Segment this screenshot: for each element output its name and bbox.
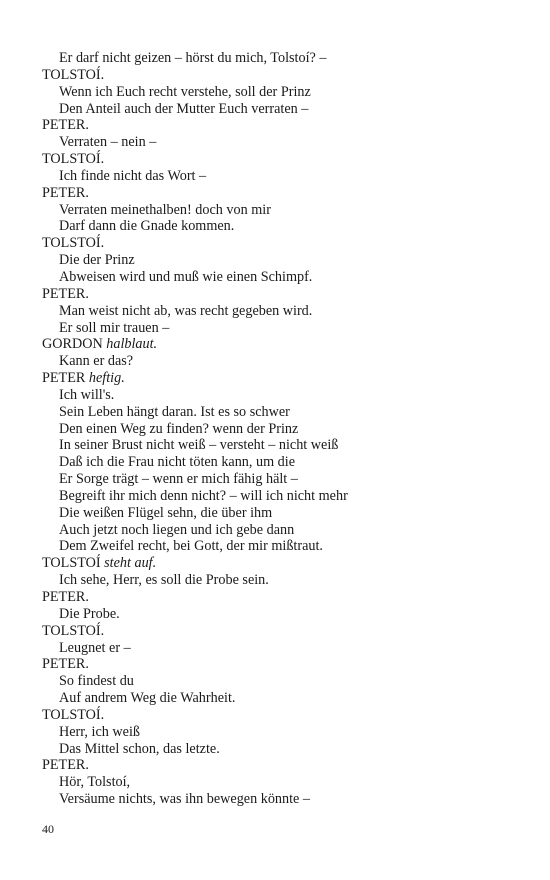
verse-line: Dem Zweifel recht, bei Gott, der mir mißtraut. [59,538,323,555]
verse-line: Verraten – nein – [59,134,157,151]
speaker-line [42,656,512,673]
speaker-name: TOLSTOÍ. [42,235,105,252]
verse-line: So findest du [59,673,134,690]
verse-line: Abweisen wird und muß wie einen Schimpf. [59,268,313,285]
stage-direction: steht auf. [104,555,157,572]
verse-line: Die Probe. [59,605,120,622]
speaker-line [42,67,512,84]
verse-line: Die weißen Flügel sehn, die über ihm [59,504,273,521]
verse-line: Auch jetzt noch liegen und ich gebe dann [59,521,295,538]
verse-line: Wenn ich Euch recht verstehe, soll der Prinz [59,83,311,100]
speaker-line [42,757,512,774]
verse-line: Sein Leben hängt daran. Ist es so schwer [59,403,290,420]
speaker-name: TOLSTOÍ [42,555,101,572]
verse-line: Den Anteil auch der Mutter Euch verraten – [59,100,309,117]
speaker-name: PETER. [42,184,89,201]
page-number: 40 [42,822,54,836]
speaker-line [42,151,512,168]
verse-line: Versäume nichts, was ihn bewegen könnte – [59,791,310,808]
speaker-name: PETER. [42,117,89,134]
speaker-name: PETER. [42,589,89,605]
stage-direction: heftig. [88,370,125,387]
speaker-name: PETER. [42,757,89,774]
speaker-name: PETER. [42,656,89,673]
verse-line: Er soll mir trauen – [59,319,170,336]
verse-line: Ich finde nicht das Wort – [59,167,207,184]
verse-line: Auf andrem Weg die Wahrheit. [59,690,236,707]
verse-line: Das Mittel schon, das letzte. [59,740,220,757]
verse-line: Verraten meinethalben! doch von mir [59,201,271,218]
verse-line: Er Sorge trägt – wenn er mich fähig hält – [59,471,298,488]
speaker-line [42,117,512,134]
speaker-line [42,623,512,640]
verse-line: Darf dann die Gnade kommen. [59,218,235,235]
speaker-line [42,185,512,202]
speaker-line [42,707,512,724]
stage-direction: halblaut. [106,336,158,353]
verse-line: Herr, ich weiß [59,723,140,740]
verse-line: Ich will's. [59,386,115,403]
verse-line: Hör, Tolstoí, [59,774,131,791]
speaker-name: PETER [42,370,86,387]
speaker-line [42,286,512,303]
verse-line: In seiner Brust nicht weiß – versteht – nicht weiß [59,437,339,454]
verse-line: Ich sehe, Herr, es soll die Probe sein. [59,572,269,589]
speaker-name: TOLSTOÍ. [42,706,105,723]
verse-line: Man weist nicht ab, was recht gegeben wird. [59,302,313,319]
verse-line: Er darf nicht geizen – hörst du mich, Tolstoí? – [59,50,327,66]
speaker-name: TOLSTOÍ. [42,622,105,639]
speaker-name: TOLSTOÍ. [42,151,105,168]
page-text [42,50,512,808]
speaker-line [42,370,512,387]
verse-line: Den einen Weg zu finden? wenn der Prinz [59,420,299,437]
speaker-line [42,589,512,606]
speaker-line [42,336,512,353]
speaker-line [42,555,512,572]
speaker-name: GORDON [42,336,103,353]
speaker-name: TOLSTOÍ. [42,66,105,83]
speaker-line [42,235,512,252]
verse-line: Daß ich die Frau nicht töten kann, um die [59,454,296,471]
verse-line: Die der Prinz [59,252,135,269]
verse-line: Begreift ihr mich denn nicht? – will ich nicht mehr [59,487,348,504]
verse-line: Leugnet er – [59,639,131,656]
verse-line: Kann er das? [59,353,134,370]
speaker-name: PETER. [42,285,89,302]
